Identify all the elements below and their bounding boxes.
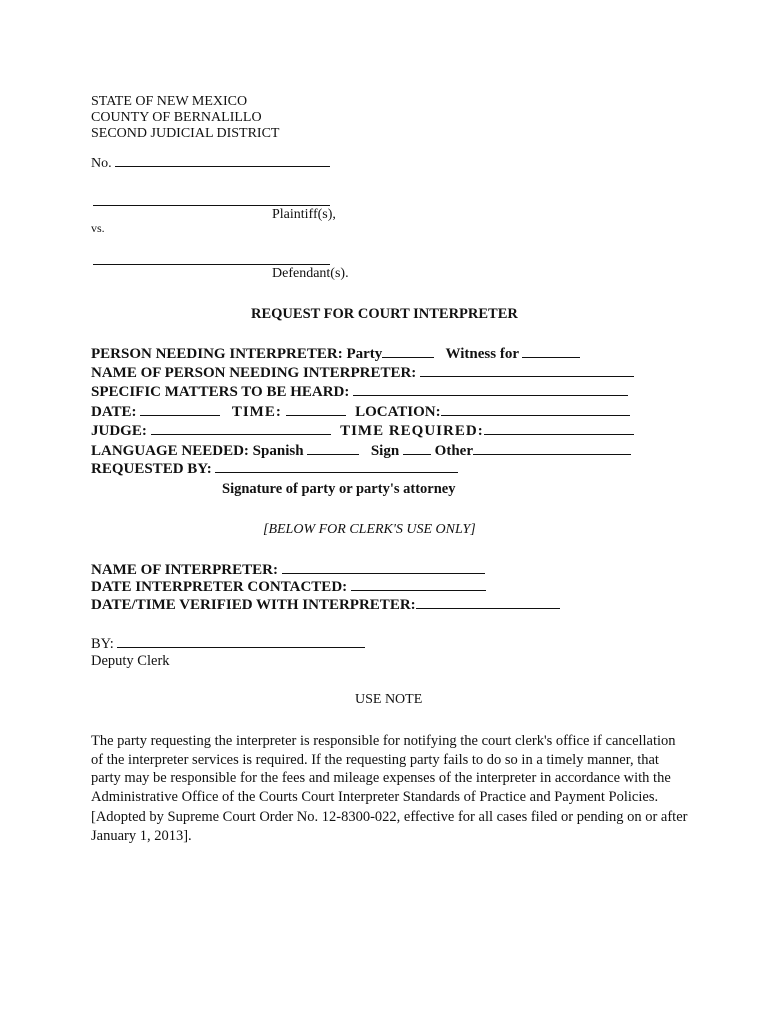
by-label: BY: xyxy=(91,636,114,652)
plaintiff-name-field[interactable] xyxy=(93,205,330,206)
date-field[interactable] xyxy=(140,414,220,416)
case-number-label: No. xyxy=(91,156,112,171)
requested-by-label: REQUESTED BY: xyxy=(91,461,212,477)
court-county: COUNTY OF BERNALILLO xyxy=(91,110,262,125)
requested-by-field[interactable] xyxy=(215,471,458,473)
use-note-heading: USE NOTE xyxy=(355,692,423,707)
name-field[interactable] xyxy=(420,375,634,377)
verified-field[interactable] xyxy=(416,607,560,609)
adopted-note: [Adopted by Supreme Court Order No. 12-8300-022, effective for all cases filed or pending on or after January 1, 2013]. xyxy=(91,809,688,844)
spanish-field[interactable] xyxy=(307,453,359,455)
clerk-use-heading: [BELOW FOR CLERK'S USE ONLY] xyxy=(263,522,476,537)
matters-row xyxy=(91,384,628,401)
person-needing-label: PERSON NEEDING INTERPRETER: Party xyxy=(91,346,383,362)
court-state: STATE OF NEW MEXICO xyxy=(91,94,248,109)
case-number-field[interactable] xyxy=(115,165,330,167)
verified-label: DATE/TIME VERIFIED WITH INTERPRETER: xyxy=(91,597,416,613)
time-required-field[interactable] xyxy=(484,433,634,435)
time-label: TIME: xyxy=(231,404,282,420)
time-field[interactable] xyxy=(286,414,346,416)
date-label: DATE: xyxy=(91,404,137,420)
signature-caption: Signature of party or party's attorney xyxy=(222,481,456,497)
language-row xyxy=(91,443,631,460)
plaintiff-label: Plaintiff(s), xyxy=(272,207,336,222)
matters-field[interactable] xyxy=(353,394,628,396)
date-contacted-field[interactable] xyxy=(351,589,486,591)
interpreter-name-label: NAME OF INTERPRETER: xyxy=(91,562,278,578)
time-required-label: TIME REQUIRED: xyxy=(340,423,484,439)
party-field[interactable] xyxy=(382,356,434,358)
requested-by-row xyxy=(91,461,458,478)
court-district: SECOND JUDICIAL DISTRICT xyxy=(91,126,280,141)
defendant-label: Defendant(s). xyxy=(272,266,349,281)
other-label: Other xyxy=(434,443,473,459)
name-label: NAME OF PERSON NEEDING INTERPRETER: xyxy=(91,365,417,381)
case-number-line xyxy=(91,156,330,171)
sign-label: Sign xyxy=(370,443,400,459)
deputy-signature-field[interactable] xyxy=(117,646,365,648)
name-row xyxy=(91,365,634,382)
witness-label: Witness for xyxy=(445,346,519,362)
judge-label: JUDGE: xyxy=(91,423,147,439)
witness-field[interactable] xyxy=(522,356,580,358)
date-contacted-row xyxy=(91,579,486,596)
other-field[interactable] xyxy=(473,453,631,455)
document-title: REQUEST FOR COURT INTERPRETER xyxy=(251,306,518,322)
by-row xyxy=(91,637,365,653)
location-label: LOCATION: xyxy=(355,404,441,420)
location-field[interactable] xyxy=(441,414,630,416)
vs-label: vs. xyxy=(91,221,105,235)
interpreter-name-field[interactable] xyxy=(282,572,485,574)
verified-row xyxy=(91,597,560,614)
sign-field[interactable] xyxy=(403,453,431,455)
deputy-clerk-label: Deputy Clerk xyxy=(91,653,170,669)
matters-label: SPECIFIC MATTERS TO BE HEARD: xyxy=(91,384,350,400)
date-contacted-label: DATE INTERPRETER CONTACTED: xyxy=(91,579,348,595)
language-label: LANGUAGE NEEDED: Spanish xyxy=(91,443,304,459)
defendant-name-field[interactable] xyxy=(93,264,330,265)
judge-field[interactable] xyxy=(151,433,331,435)
interpreter-name-row xyxy=(91,562,485,579)
use-note-body: The party requesting the interpreter is responsible for notifying the court clerk's office if cancellation of the interpreter services is required. If the requesting party fails to do so in a timely manner, that party may be responsible for the fees and mileage expenses of the interpreter in accordance with the Administrative Office of the Courts Court Interpreter Standards of Practice and Payment Policies. xyxy=(91,733,676,805)
date-time-location-row xyxy=(91,404,630,421)
person-needing-row xyxy=(91,346,580,363)
judge-row xyxy=(91,423,634,440)
